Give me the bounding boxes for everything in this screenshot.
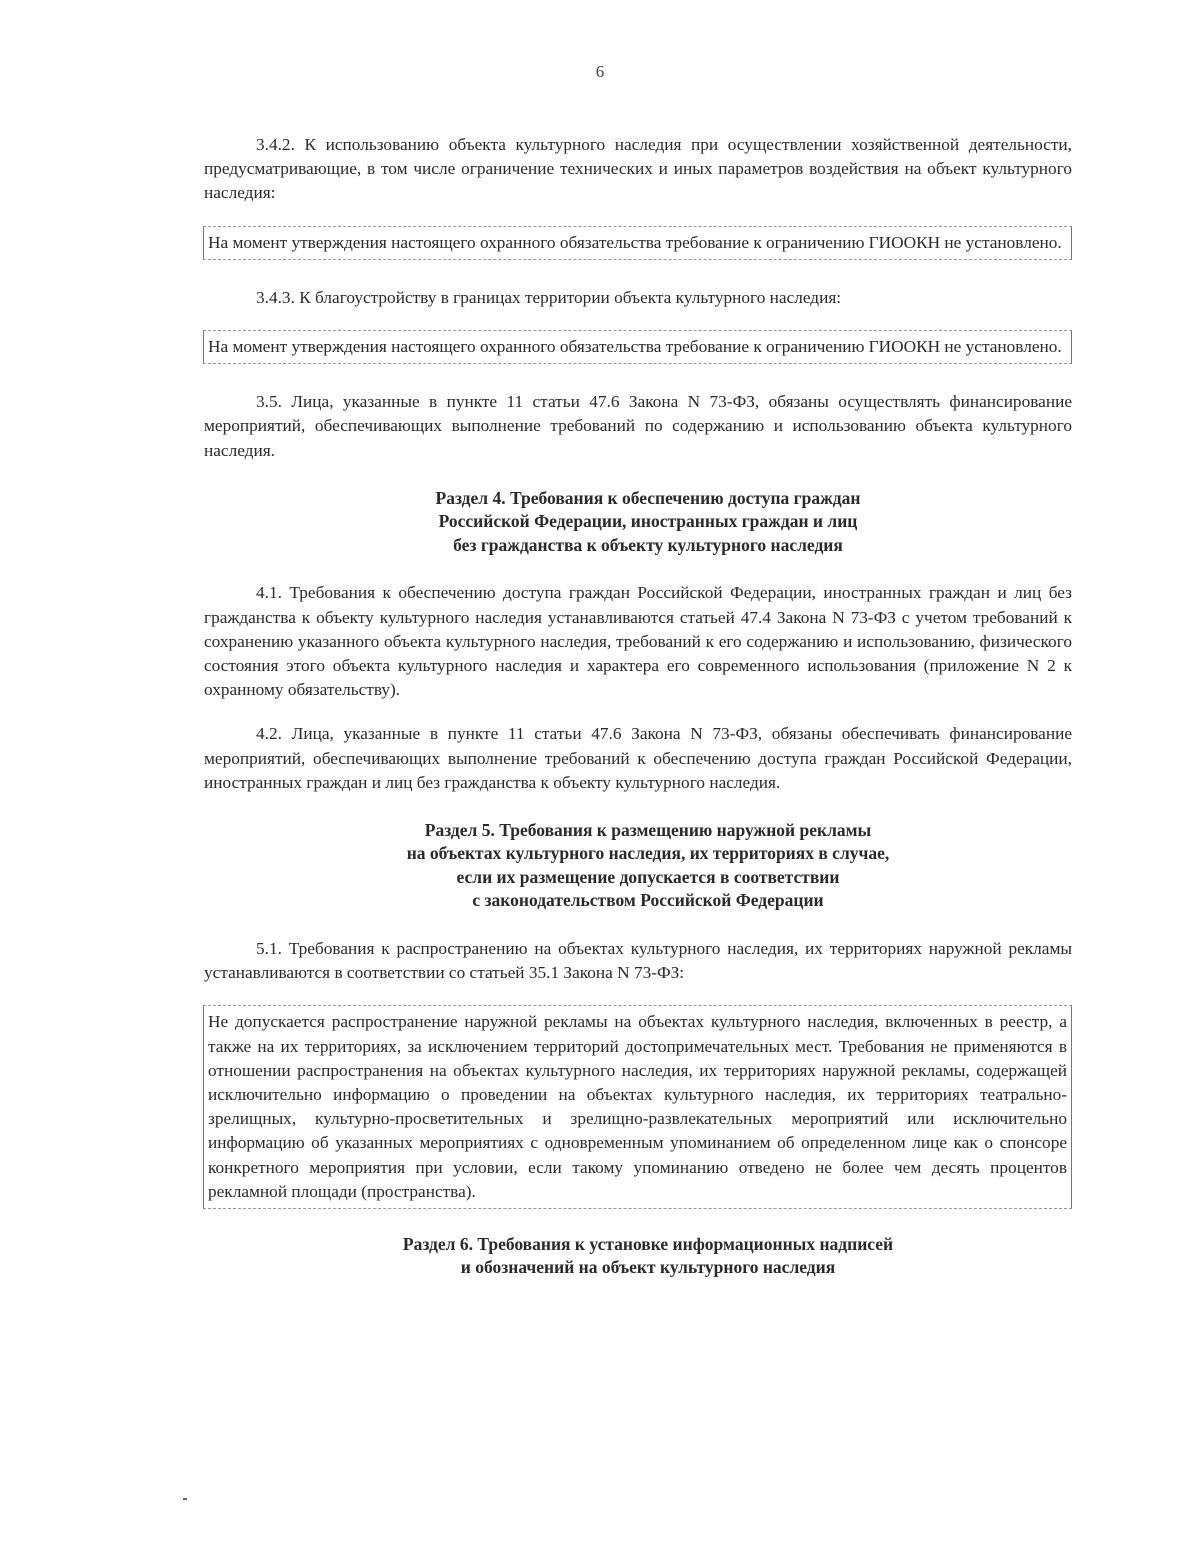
paragraph-4-2: 4.2. Лица, указанные в пункте 11 статьи 47.6 Закона N 73-ФЗ, обязаны обеспечивать финансирование мероприятий, обеспечивающих выполнение требований к обеспечению доступа граждан Российской Федерации, иностранных граждан и лиц без гражданства к объекту культурного наследия. [204, 724, 1072, 792]
paragraph-3-4-2: 3.4.2. К использованию объекта культурного наследия при осуществлении хозяйственной деятельности, предусматривающие, в том числе ограничение технических и иных параметров воздействия на объект культурного наследия: [204, 135, 1072, 203]
paragraph-3-4-3: 3.4.3. К благоустройству в границах территории объекта культурного наследия: [256, 287, 842, 307]
requirement-box-1 [203, 226, 1072, 260]
section-6-heading [204, 1233, 1072, 1280]
paragraph-5-1: 5.1. Требования к распространению на объектах культурного наследия, их территориях наружной рекламы устанавливаются в соответствии со статьей 35.1 Закона N 73-ФЗ: [204, 938, 1072, 983]
section-5-heading [204, 819, 1072, 913]
requirement-box-3-text: Не допускается распространение наружной рекламы на объектах культурного наследия, включенных в реестр, а также на их территориях, за исключением территорий достопримечательных мест. Требования не применяются в отношении распространения на объектах культурного наследия, их территориях наружной рекламы, содержащей исключительно информацию о проведении на объектах культурного наследия, их территориях театрально-зрелищных, культурно-просветительных и зрелищно-развлекательных мероприятий или исключительно информацию об указанных мероприятиях с одновременным упоминанием об определенном лице как о спонсоре конкретного мероприятия при условии, если такому упоминанию отведено не более чем десять процентов рекламной площади (пространства). [208, 1012, 1067, 1201]
section-6-heading-line-2: и обозначений на объект культурного наследия [460, 1257, 836, 1278]
section-5-heading-line-3: если их размещение допускается в соответствии [456, 866, 840, 887]
requirement-box-1-text: На момент утверждения настоящего охранного обязательства требование к ограничению ГИООКН не установлено. [208, 232, 1062, 252]
section-5-heading-line-2: на объектах культурного наследия, их территориях в случае, [406, 843, 890, 864]
section-5-heading-line-1: Раздел 5. Требования к размещению наружной рекламы [424, 819, 872, 840]
paragraph-4-1: 4.1. Требования к обеспечению доступа граждан Российской Федерации, иностранных граждан и лиц без гражданства к объекту культурного наследия устанавливаются статьей 47.4 Закона N 73-ФЗ с учетом требований к сохранению указанного объекта культурного наследия, требований к его содержанию и использованию, физического состояния этого объекта культурного наследия и характера его современного использования (приложение N 2 к охранному обязательству). [204, 583, 1072, 700]
paragraph-3-5: 3.5. Лица, указанные в пункте 11 статьи 47.6 Закона N 73-ФЗ, обязаны осуществлять финансирование мероприятий, обеспечивающих выполнение требований по содержанию и использованию объекта культурного наследия. [204, 392, 1072, 460]
section-4-heading [204, 487, 1072, 558]
page-number: 6 [595, 62, 605, 81]
section-4-heading-line-1: Раздел 4. Требования к обеспечению доступа граждан [435, 487, 861, 508]
requirement-box-3 [203, 1005, 1072, 1209]
requirement-box-2 [203, 330, 1072, 364]
section-5-heading-line-4: с законодательством Российской Федерации [472, 890, 824, 911]
requirement-box-2-text: На момент утверждения настоящего охранного обязательства требование к ограничению ГИООКН не установлено. [208, 337, 1062, 357]
section-6-heading-line-1: Раздел 6. Требования к установке информационных надписей [402, 1233, 894, 1254]
section-4-heading-line-3: без гражданства к объекту культурного наследия [453, 534, 843, 555]
document-body [204, 133, 1072, 1280]
section-4-heading-line-2: Российской Федерации, иностранных граждан и лиц [438, 511, 858, 532]
scan-speck [183, 1498, 187, 1500]
